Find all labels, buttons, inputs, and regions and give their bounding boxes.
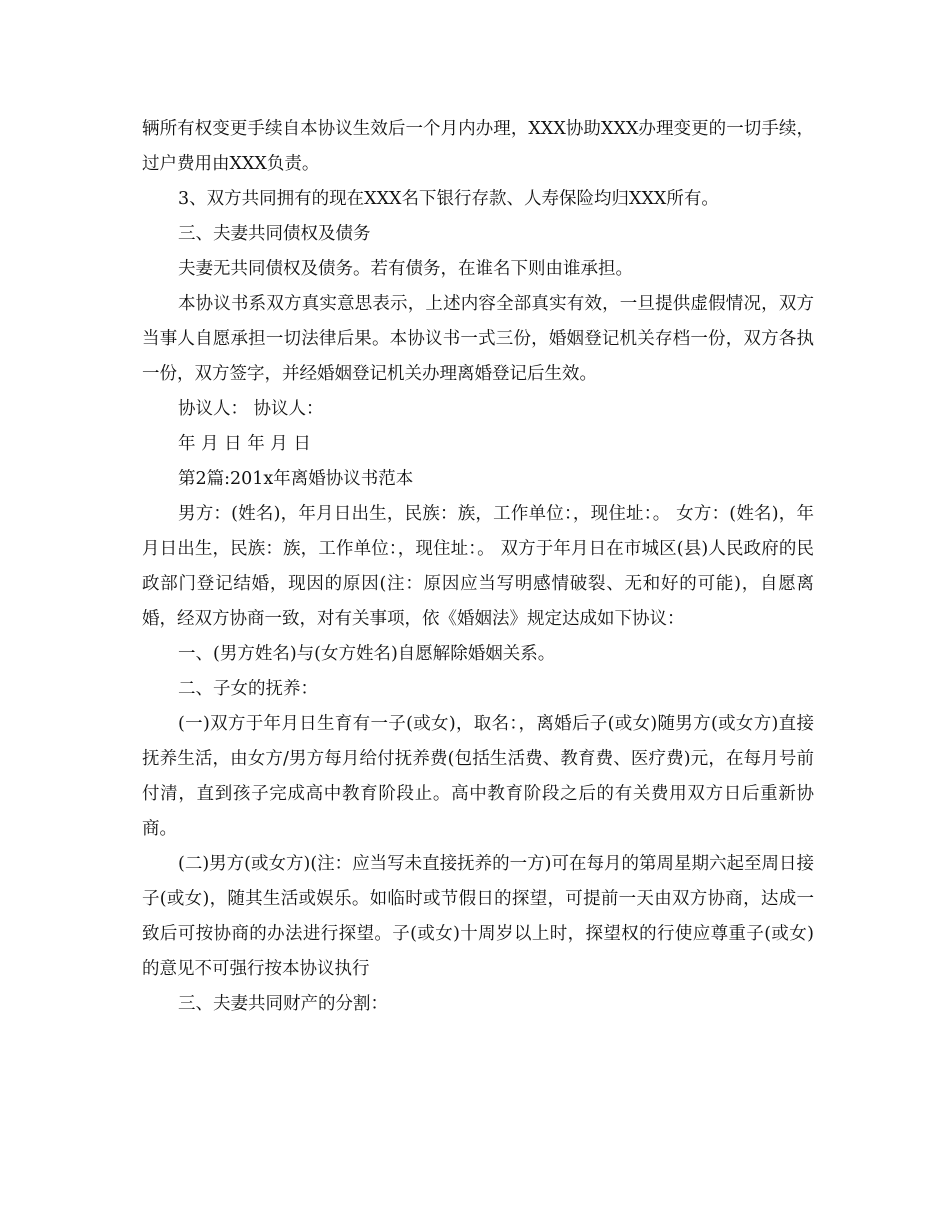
clause-dissolve-marriage: 一、(男方姓名)与(女方姓名)自愿解除婚姻关系。 [178, 644, 556, 664]
heading-joint-debts: 三、夫妻共同债权及债务 [178, 224, 371, 244]
document-body [142, 112, 814, 1022]
section-title-2: 第2篇:201x年离婚协议书范本 [178, 469, 414, 489]
date-line: 年 月 日 年 月 日 [178, 434, 311, 454]
paragraph-vehicle-transfer: 辆所有权变更手续自本协议生效后一个月内办理，XXX协助XXX办理变更的一切手续，过户费用由XXX负责。 [142, 119, 814, 174]
paragraph-declaration: 本协议书系双方真实意思表示，上述内容全部真实有效，一旦提供虚假情况，双方当事人自愿承担一切法律后果。本协议书一式三份，婚姻登记机关存档一份，双方各执一份，双方签字，并经婚姻登记机关办理离婚登记后生效。 [142, 294, 814, 384]
clause-visitation: (二)男方(或女方)(注：应当写未直接抚养的一方)可在每月的第周星期六起至周日接子(或女)，随其生活或娱乐。如临时或节假日的探望，可提前一天由双方协商，达成一致后可按协商的办法进行探望。子(或女)十周岁以上时，探望权的行使应尊重子(或女)的意见不可强行按本协议执行 [142, 854, 814, 979]
heading-property-division: 三、夫妻共同财产的分割： [178, 994, 388, 1014]
clause-child-support: (一)双方于年月日生育有一子(或女)，取名：，离婚后子(或女)随男方(或女方)直接抚养生活，由女方/男方每月给付抚养费(包括生活费、教育费、医疗费)元，在每月号前付清，直到孩子完成高中教育阶段止。高中教育阶段之后的有关费用双方日后重新协商。 [142, 714, 814, 839]
paragraph-no-debts: 夫妻无共同债权及债务。若有债务，在谁名下则由谁承担。 [178, 259, 633, 279]
heading-child-custody: 二、子女的抚养： [178, 679, 318, 699]
paragraph-parties: 男方：(姓名)，年月日出生，民族：族，工作单位：，现住址：。 女方：(姓名)，年月日出生，民族：族，工作单位：，现住址：。 双方于年月日在市城区(县)人民政府的民政部门登记结婚，现因的原因(注：原因应当写明感情破裂、无和好的可能)，自愿离婚，经双方协商一致，对有关事项，依《婚姻法》规定达成如下协议： [142, 504, 814, 629]
paragraph-bank-deposits: 3、双方共同拥有的现在XXX名下银行存款、人寿保险均归XXX所有。 [178, 189, 719, 209]
signature-line: 协议人： 协议人： [178, 399, 324, 419]
